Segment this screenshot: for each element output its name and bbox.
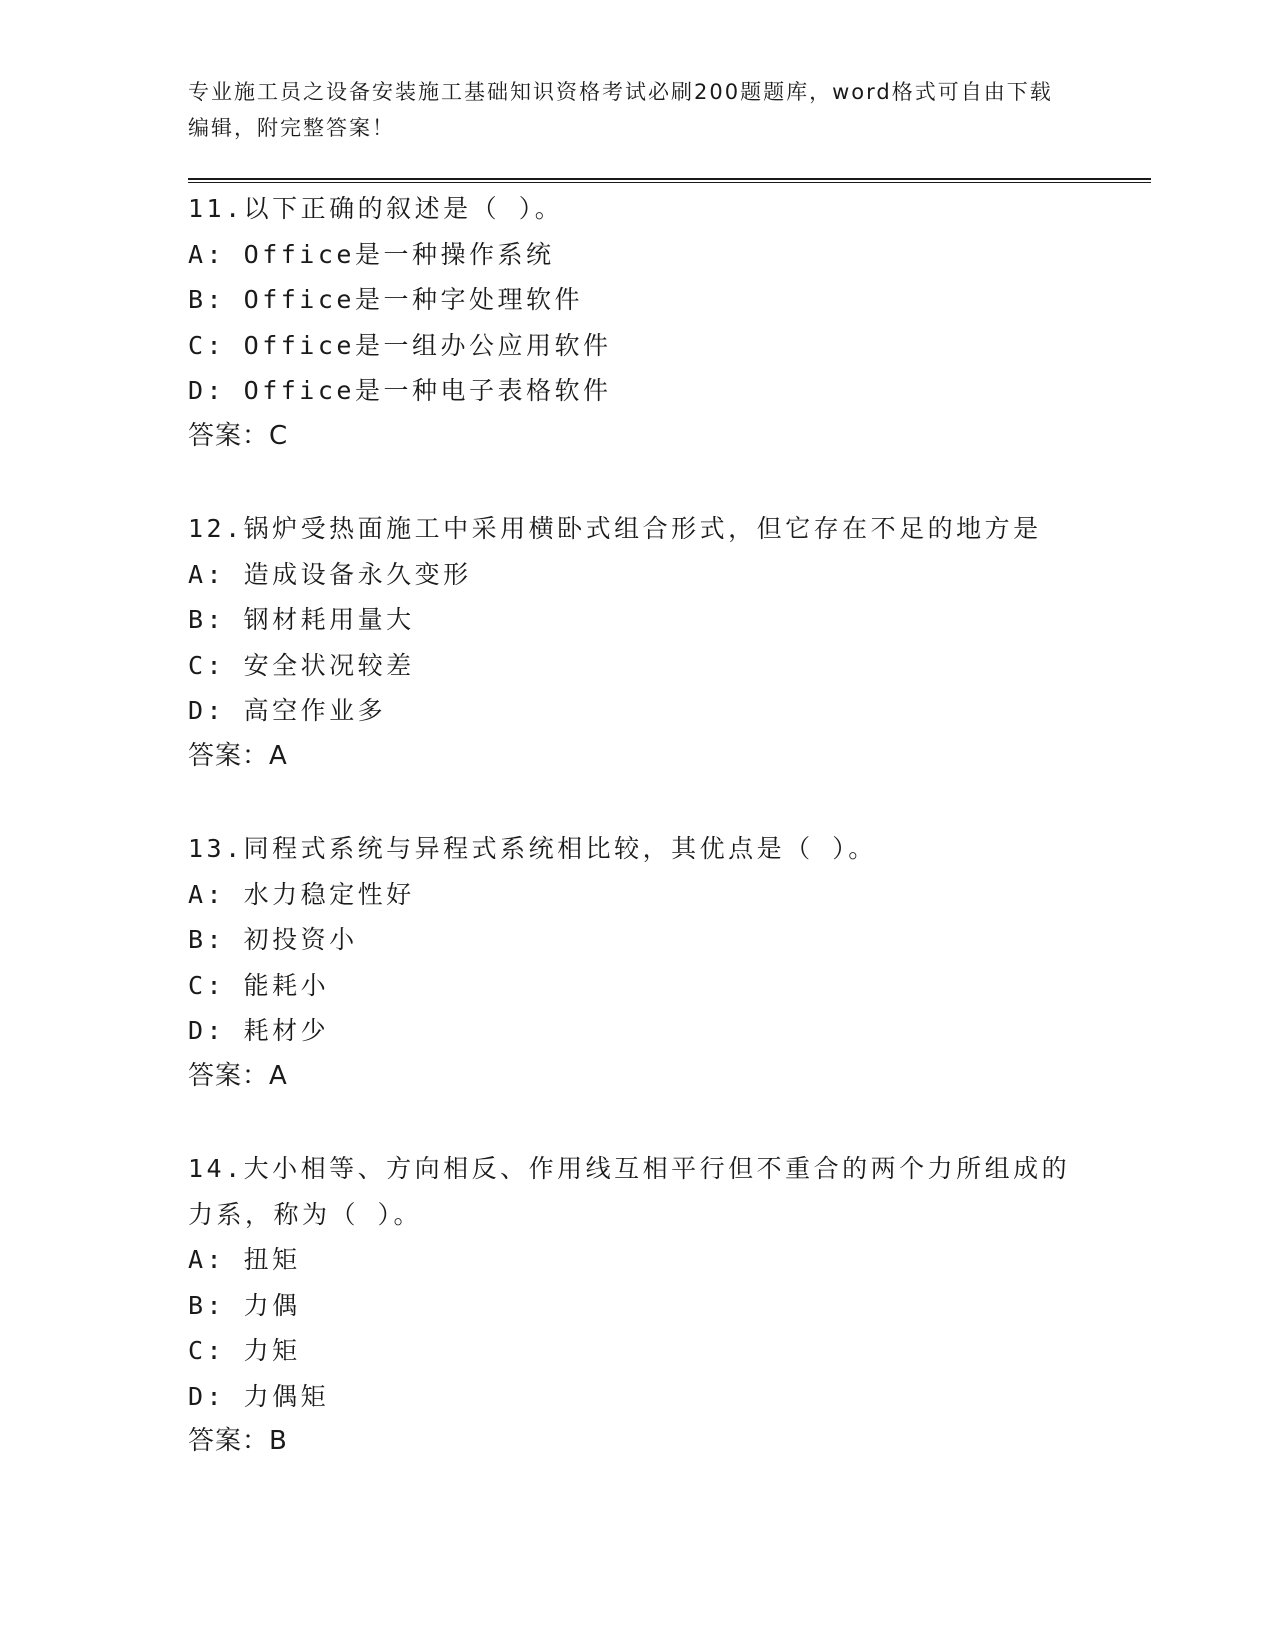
question-11 [188, 186, 1088, 459]
option-d: D: 高空作业多 [188, 696, 387, 725]
option-c: C: 力矩 [188, 1336, 301, 1365]
option-a: A: 水力稳定性好 [188, 879, 415, 909]
question-stem: 12.锅炉受热面施工中采用横卧式组合形式，但它存在不足的地方是 [188, 514, 1042, 543]
option-d: D: 耗材少 [188, 1016, 330, 1045]
header-divider-thin [188, 182, 1151, 183]
question-14 [188, 1146, 1088, 1465]
question-13 [188, 826, 1088, 1099]
option-a: A: Office是一种操作系统 [188, 239, 555, 269]
document-header: 专业施工员之设备安装施工基础知识资格考试必刷200题题库，word格式可自由下载编辑，附完整答案！ [188, 80, 1053, 140]
option-c: C: Office是一组办公应用软件 [188, 330, 612, 360]
question-stem: 13.同程式系统与异程式系统相比较，其优点是（ ）。 [188, 834, 877, 863]
answer-label: 答案： [188, 1060, 270, 1091]
answer-label: 答案： [188, 1426, 270, 1456]
option-d: D: Office是一种电子表格软件 [188, 376, 612, 405]
answer-value: C [269, 420, 289, 451]
option-b: B: Office是一种字处理软件 [188, 285, 583, 314]
answer-value: A [269, 740, 288, 771]
option-b: B: 初投资小 [188, 925, 358, 954]
question-12 [188, 506, 1088, 779]
option-b: B: 钢材耗用量大 [188, 605, 415, 634]
answer-line [188, 1419, 1088, 1465]
option-c: C: 能耗小 [188, 970, 330, 1000]
answer-label: 答案： [188, 740, 270, 771]
option-a: A: 造成设备永久变形 [188, 559, 472, 589]
answer-line [188, 734, 1088, 780]
answer-line [188, 1054, 1088, 1100]
option-a: A: 扭矩 [188, 1245, 301, 1274]
option-d: D: 力偶矩 [188, 1381, 330, 1411]
option-c: C: 安全状况较差 [188, 650, 415, 680]
question-list [188, 186, 1088, 1512]
answer-value: B [269, 1426, 288, 1456]
answer-line [188, 414, 1088, 460]
answer-value: A [269, 1060, 288, 1091]
answer-label: 答案： [188, 420, 270, 451]
option-b: B: 力偶 [188, 1290, 301, 1320]
question-stem: 11.以下正确的叙述是（ ）。 [188, 194, 564, 223]
header-divider-thick [188, 178, 1151, 180]
question-stem: 14.大小相等、方向相反、作用线互相平行但不重合的两个力所组成的力系，称为（ ）。 [188, 1154, 1071, 1229]
